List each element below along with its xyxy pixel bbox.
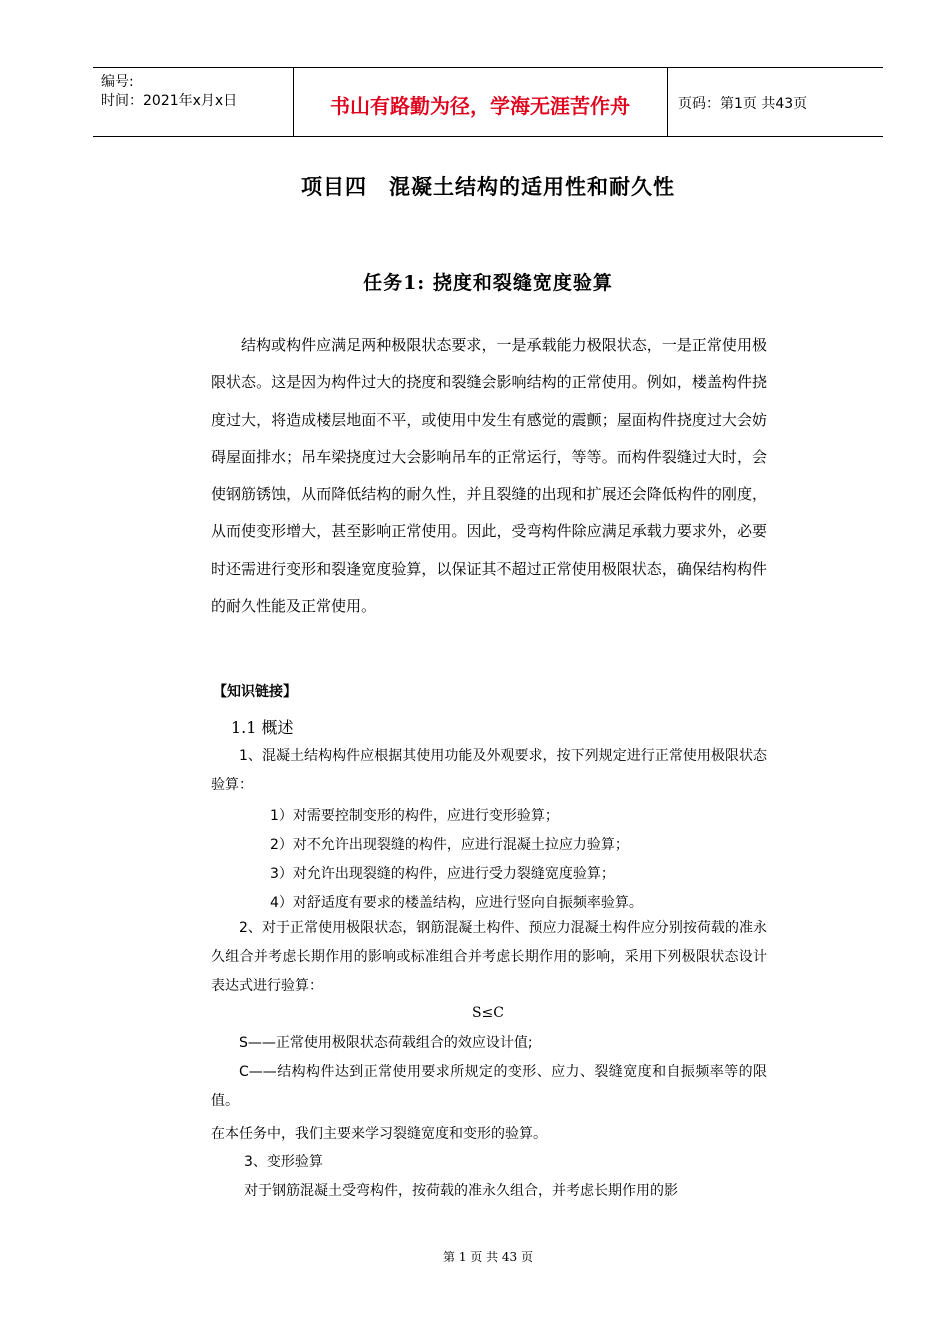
page-info: 页码：第1页 共43页 bbox=[678, 96, 808, 112]
item-3-text: 对于钢筋混凝土受弯构件，按荷载的准永久组合，并考虑长期作用的影 bbox=[244, 1183, 678, 1199]
sub-item-3: 3）对允许出现裂缝的构件，应进行受力裂缝宽度验算； bbox=[270, 866, 615, 882]
task-subtitle: 任务1: 挠度和裂缝宽度验算 bbox=[363, 272, 613, 294]
formula: S≤C bbox=[471, 1005, 505, 1021]
item-1-paragraph: 1、混凝土结构构件应根据其使用功能及外观要求，按下列规定进行正常使用极限状态验算： bbox=[211, 748, 767, 793]
task-note: 在本任务中，我们主要来学习裂缝宽度和变形的验算。 bbox=[211, 1126, 547, 1142]
item-2-paragraph: 2、对于正常使用极限状态，钢筋混凝土构件、预应力混凝土构件应分别按荷载的准永久组合并考虑长期作用的影响或标准组合并考虑长期作用的影响，采用下列极限状态设计表达式进行验算： bbox=[211, 920, 767, 994]
item-3-heading: 3、变形验算 bbox=[244, 1154, 323, 1170]
header-left-cell bbox=[93, 68, 294, 136]
intro-paragraph: 结构或构件应满足两种极限状态要求，一是承载能力极限状态，一是正常使用极限状态。这是因为构件过大的挠度和裂缝会影响结构的正常使用。例如，楼盖构件挠度过大，将造成楼层地面不平，或使用中发生有感觉的震颤；屋面构件挠度过大会妨碍屋面排水；吊车梁挠度过大会影响吊车的正常运行，等等。而构件裂缝过大时，会使钢筋锈蚀，从而降低结构的耐久性，并且裂缝的出现和扩展还会降低构件的刚度，从而使变形增大，甚至影响正常使用。因此，受弯构件除应满足承载力要求外，必要时还需进行变形和裂逢宽度验算，以保证其不超过正常使用极限状态，确保结构构件的耐久性能及正常使用。 bbox=[211, 336, 767, 616]
header-center-cell bbox=[293, 68, 668, 136]
header-table bbox=[93, 67, 883, 137]
sub-item-2: 2）对不允许出现裂缝的构件，应进行混凝土拉应力验算； bbox=[270, 837, 629, 853]
time-label: 时间：2021年x月x日 bbox=[101, 93, 238, 109]
motto-text: 书山有路勤为径，学海无涯苦作舟 bbox=[330, 94, 630, 118]
definition-s: S——正常使用极限状态荷载组合的效应设计值; bbox=[239, 1035, 533, 1051]
sub-item-1: 1）对需要控制变形的构件，应进行变形验算； bbox=[270, 808, 559, 824]
sub-item-4: 4）对舒适度有要求的楼盖结构，应进行竖向自振频率验算。 bbox=[270, 895, 643, 911]
definition-c: C——结构构件达到正常使用要求所规定的变形、应力、裂缝宽度和自振频率等的限值。 bbox=[211, 1064, 767, 1109]
page-footer: 第 1 页 共 43 页 bbox=[443, 1250, 533, 1264]
header-right-cell bbox=[668, 68, 883, 136]
serial-label: 编号: bbox=[101, 74, 134, 90]
knowledge-link-heading: 【知识链接】 bbox=[213, 684, 297, 700]
section-heading-1-1: 1.1 概述 bbox=[231, 718, 294, 737]
page-title: 项目四 混凝土结构的适用性和耐久性 bbox=[301, 175, 675, 199]
